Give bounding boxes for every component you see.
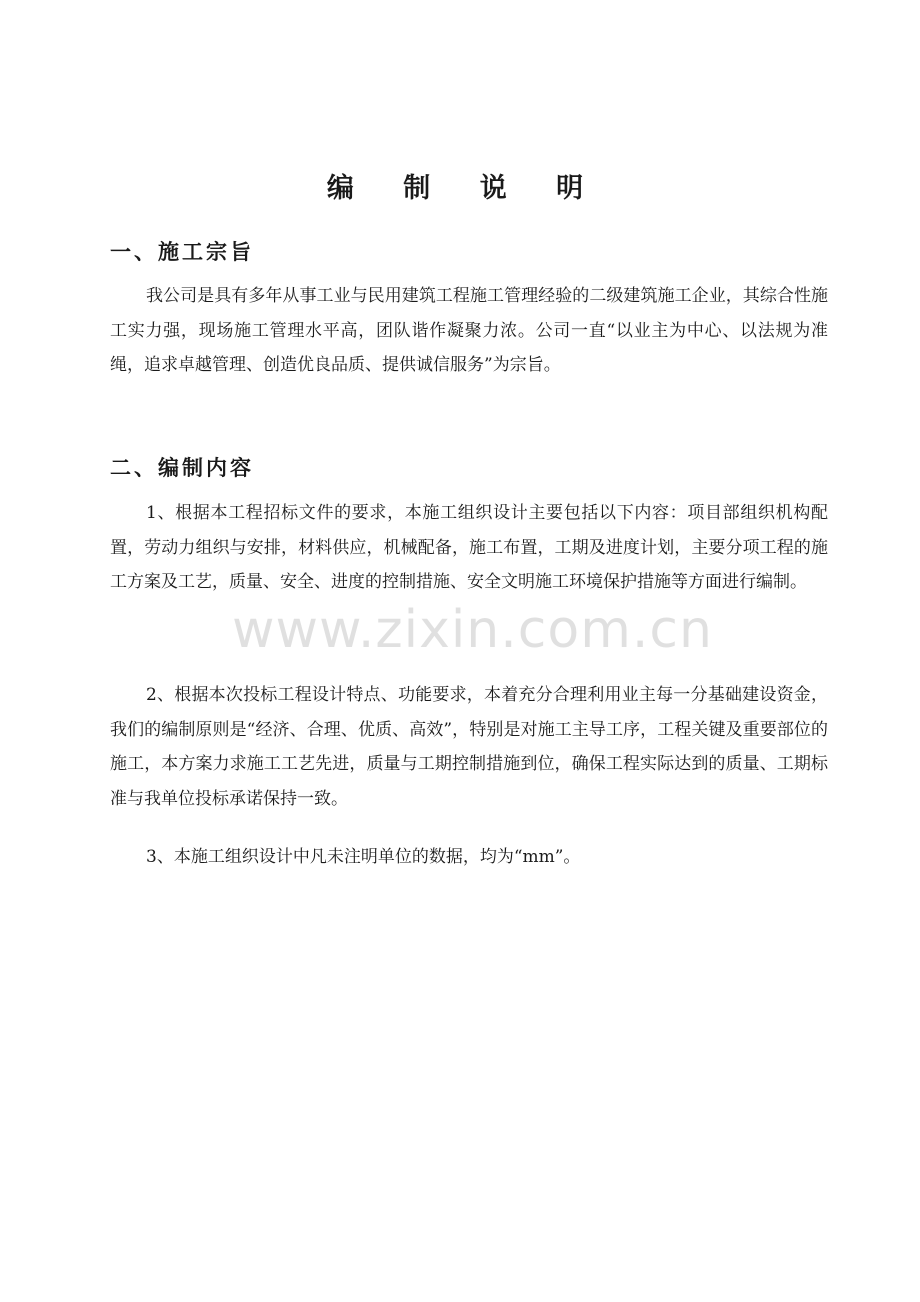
paragraph-construction-purpose: 我公司是具有多年从事工业与民用建筑工程施工管理经验的二级建筑施工企业，其综合性施工实力强，现场施工管理水平高，团队谐作凝聚力浓。公司一直“以业主为中心、以法规为准绳，追求卓越管理、创造优良品质、提供诚信服务”为宗旨。: [110, 286, 828, 375]
paragraph-content-2: 2、根据本次投标工程设计特点、功能要求，本着充分合理利用业主每一分基础建设资金，我们的编制原则是“经济、合理、优质、高效”，特别是对施工主导工序，工程关键及重要部位的施工，本方案力求施工工艺先进，质量与工期控制措施到位，确保工程实际达到的质量、工期标准与我单位投标承诺保持一致。: [110, 685, 828, 809]
paragraph-content-1: 1、根据本工程招标文件的要求，本施工组织设计主要包括以下内容：项目部组织机构配置，劳动力组织与安排，材料供应，机械配备，施工布置，工期及进度计划，主要分项工程的施工方案及工艺，质量、安全、进度的控制措施、安全文明施工环境保护措施等方面进行编制。: [110, 503, 828, 592]
document-title: 编 制 说 明: [326, 173, 604, 204]
section-heading-compilation-content: 二、编制内容: [110, 456, 254, 480]
site-watermark: www.zixin.com.cn: [232, 600, 713, 660]
paragraph-content-3: 3、本施工组织设计中凡未注明单位的数据，均为“mm”。: [146, 847, 581, 867]
section-heading-construction-purpose: 一、施工宗旨: [110, 240, 254, 264]
